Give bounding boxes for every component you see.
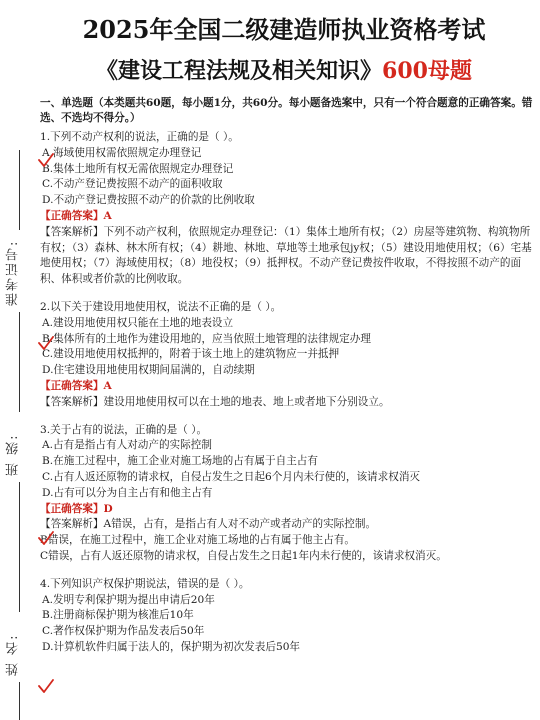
- option-b: B.注册商标保护期为核准后10年: [42, 609, 194, 622]
- question-stem: 1.下列不动产权利的说法，正确的是（ ）。: [40, 131, 239, 143]
- checkmark-icon: [38, 678, 54, 694]
- option-c: C.著作权保护期为作品发表后50年: [42, 625, 205, 638]
- label-class: 班 级:: [6, 433, 21, 476]
- answer-analysis-line: C错误，占有人返还原物的请求权，自侵占发生之日起1年内未行使的，该请求权消灭。: [40, 549, 447, 562]
- subject-name: 《建设工程法规及相关知识》: [96, 58, 383, 84]
- line-candidate-top: [19, 150, 20, 230]
- checkmark-icon: [38, 152, 54, 168]
- option-d: D.不动产登记费按照不动产的价款的比例收取: [42, 194, 255, 207]
- option-b: B.在施工过程中，施工企业对施工场地的占有属于自主占有: [42, 455, 318, 468]
- line-candidate-bottom: [19, 312, 20, 412]
- binding-margin: [0, 0, 34, 720]
- question-stem: 3.关于占有的说法，正确的是（ ）。: [40, 423, 208, 436]
- answer-analysis-line: 【答案解析】A错误，占有，是指占有人对不动产或者动产的实际控制。: [40, 518, 377, 531]
- option-d: D.占有可以分为自主占有和他主占有: [42, 486, 213, 499]
- checkmark-icon: [38, 335, 54, 351]
- line-name-bottom: [19, 682, 20, 720]
- option-a: A.海域使用权需依照规定办理登记: [42, 146, 202, 159]
- option-a: A.发明专利保护期为提出申请后20年: [42, 593, 215, 606]
- correct-answer: 【正确答案】A: [40, 379, 112, 392]
- subject-title: [34, 54, 534, 85]
- question-list: [40, 96, 534, 656]
- line-class-bottom: [19, 482, 20, 612]
- section-heading: 一、单选题（本类题共60题，每小题1分，共60分。每小题备选案中，只有一个符合题意的正确答案。错选、不选均不得分。）: [40, 97, 533, 124]
- answer-analysis: 【答案解析】建设用地使用权可以在土地的地表、地上或者地下分别设立。: [40, 395, 390, 408]
- option-d: D.计算机软件归属于法人的，保护期为初次发表后50年: [42, 640, 301, 653]
- exam-title: 2025年全国二级建造师执业资格考试: [82, 15, 486, 44]
- label-candidate-number: 准考证号:: [6, 239, 21, 306]
- option-a: A.建设用地使用权只能在土地的地表设立: [42, 316, 234, 329]
- option-c: C.占有人返还原物的请求权，自侵占发生之日起6个月内未行使的，该请求权消灭: [42, 470, 421, 483]
- option-c: C.不动产登记费按照不动产的面积收取: [42, 178, 223, 191]
- correct-answer: 【正确答案】D: [40, 502, 113, 515]
- option-b: B.集体土地所有权无需依照规定办理登记: [42, 162, 234, 175]
- question-count-badge: 600母题: [382, 58, 472, 84]
- question-stem: 2.以下关于建设用地使用权，说法不正确的是（ ）。: [40, 300, 282, 313]
- label-name: 姓 名:: [6, 633, 21, 676]
- answer-analysis: 【答案解析】下列不动产权利，依照规定办理登记：（1）集体土地所有权；（2）房屋等建筑物、构筑物所有权；（3）森林、林木所有权；（4）耕地、林地、草地等土地承包jy权；（5）建设用地使用权；（6）宅基地使用权；（7）海域使用权；（8）地役权；（9）抵押权。不动产登记费按件收取，不得按照不动产的面积、体积或者价款的比例收取。: [40, 225, 532, 286]
- option-b: B.集体所有的土地作为建设用地的，应当依照土地管理的法律规定办理: [42, 332, 371, 345]
- option-d: D.住宅建设用地使用权期间届满的，自动续期: [42, 364, 255, 377]
- checkmark-icon: [38, 530, 54, 546]
- option-c: C.建设用地使用权抵押的，附着于该土地上的建筑物应一并抵押: [42, 348, 340, 361]
- answer-analysis-line: B错误，在施工过程中，施工企业对施工场地的占有属于他主占有。: [40, 534, 356, 547]
- correct-answer: 【正确答案】A: [40, 209, 112, 222]
- question-stem: 4.下列知识产权保护期说法，错误的是（ ）。: [40, 577, 250, 590]
- option-a: A.占有是指占有人对动产的实际控制: [42, 439, 212, 452]
